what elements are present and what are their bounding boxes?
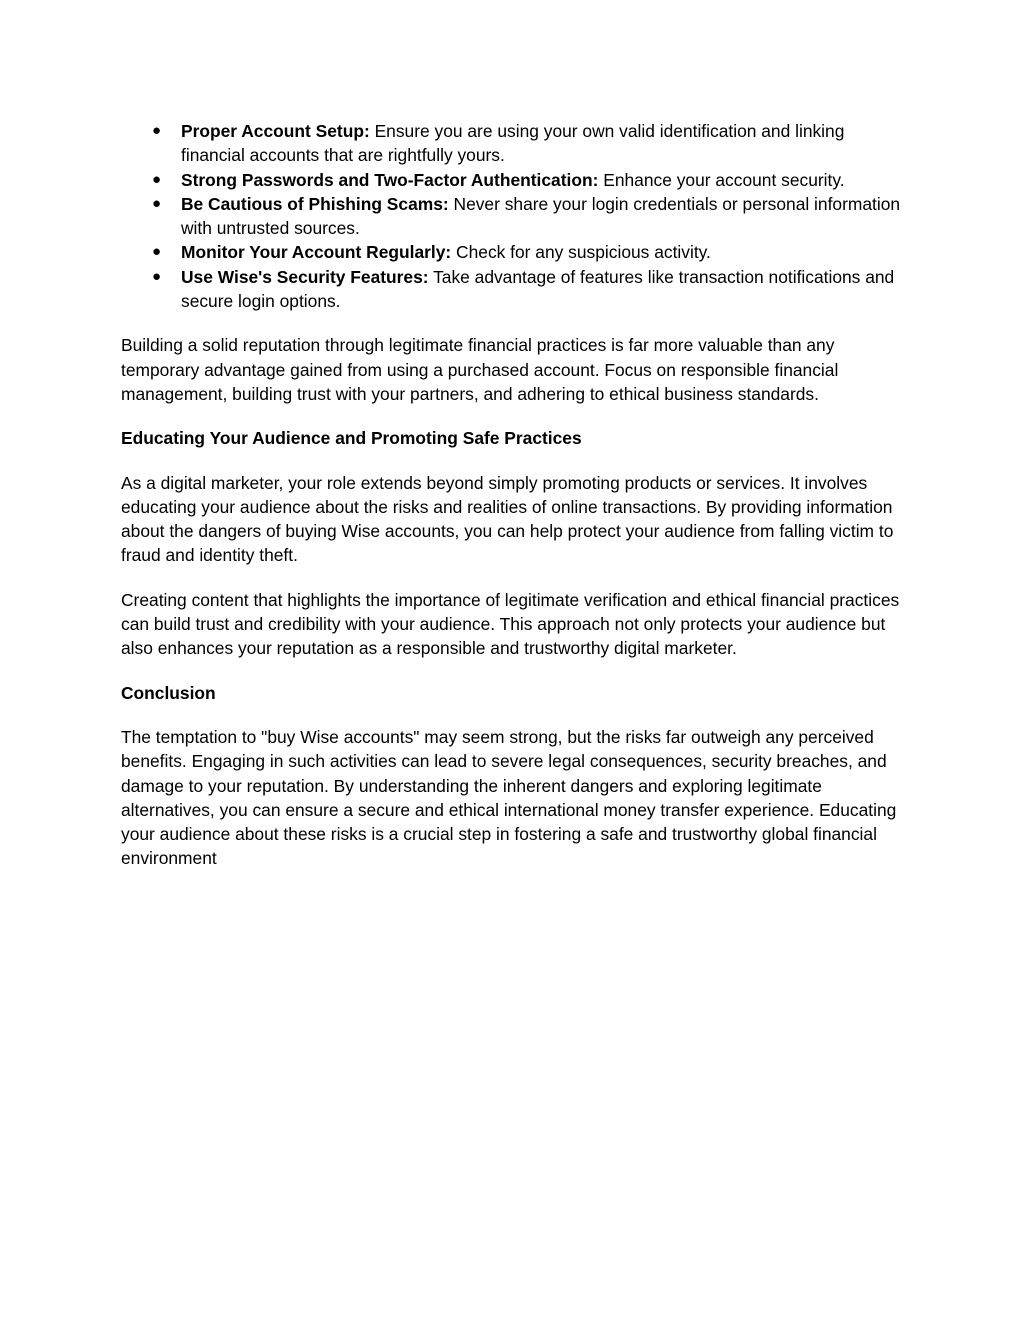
conclusion-paragraph: The temptation to "buy Wise accounts" may seem strong, but the risks far outweigh any perceived benefits. Engaging in such activities can lead to severe legal consequences, security breaches, and damage to your reputation. By understanding the inherent dangers and exploring legitimate alternatives, you can ensure a secure and ethical international money transfer experience. Educating your audience about these risks is a crucial step in fostering a safe and trustworthy global financial environment — [121, 726, 897, 869]
bullet-icon: ● — [152, 194, 162, 212]
reputation-paragraph: Building a solid reputation through legitimate financial practices is far more valuable than any temporary advantage gained from using a purchased account. Focus on responsible financial management, building trust with your partners, and adhering to ethical business standards. — [121, 335, 839, 404]
list-item — [121, 168, 911, 192]
educating-heading: Educating Your Audience and Promoting Safe Practices — [121, 428, 582, 449]
list-item-text: Ensure you are using your own valid identification and linking financial accounts that are rightfully yours. — [181, 121, 845, 166]
educating-paragraph-1: As a digital marketer, your role extends beyond simply promoting products or services. It involves educating your audience about the risks and realities of online transactions. By providing information about the dangers of buying Wise accounts, you can help protect your audience from falling victim to fraud and identity theft. — [121, 472, 894, 566]
list-item-text: Check for any suspicious activity. — [451, 242, 711, 263]
list-item-label: Monitor Your Account Regularly: — [181, 242, 452, 263]
educating-paragraph-2: Creating content that highlights the importance of legitimate verification and ethical financial practices can build trust and credibility with your audience. This approach not only protects your audience but also enhances your reputation as a responsible and trustworthy digital marketer. — [121, 589, 900, 659]
list-item — [121, 240, 911, 264]
list-item-text: Enhance your account security. — [598, 169, 845, 190]
list-item-label: Proper Account Setup: — [181, 121, 370, 141]
bullet-icon: ● — [152, 243, 162, 261]
document-body — [121, 119, 911, 871]
list-item-text: Never share your login credentials or personal information with untrusted sources. — [181, 193, 901, 239]
bullet-icon: ● — [152, 267, 162, 285]
bullet-icon: ● — [152, 170, 162, 188]
bullet-icon: ● — [152, 122, 162, 139]
conclusion-heading: Conclusion — [121, 682, 216, 703]
list-item-text: Take advantage of features like transaction notifications and secure login options. — [181, 266, 895, 312]
list-item-label: Use Wise's Security Features: — [181, 266, 429, 287]
list-item — [121, 119, 911, 168]
list-item-label: Strong Passwords and Two-Factor Authentication: — [181, 169, 599, 190]
list-item-label: Be Cautious of Phishing Scams: — [181, 193, 449, 214]
list-item — [121, 265, 911, 314]
list-item — [121, 192, 911, 241]
security-tips-list — [121, 119, 911, 313]
